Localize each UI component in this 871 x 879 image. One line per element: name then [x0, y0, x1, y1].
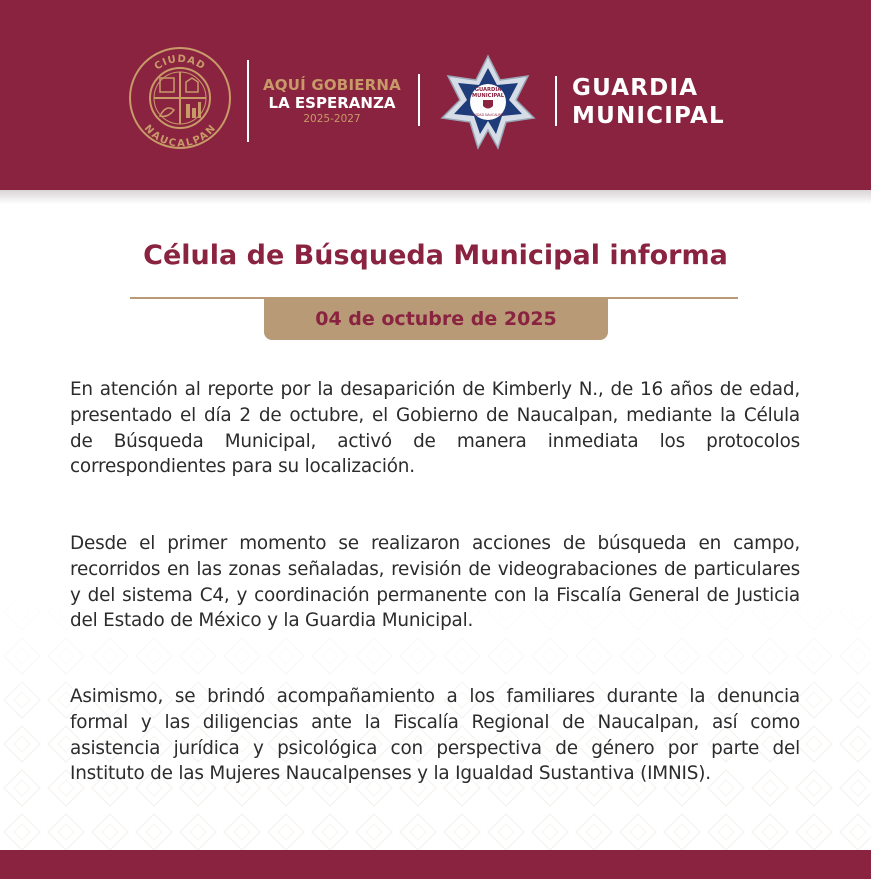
paragraph-3: Asimismo, se brindó acompañamiento a los familiares durante la denuncia formal y las diligencias ante la Fiscalía Regional de Naucalpan, así como asistencia jurídica y psicológica con perspectiva de género por parte del Instituto de las Mujeres Naucalpenses y la Igualdad Sustantiva (IMNIS).	[70, 686, 800, 785]
slogan-line-2: LA ESPERANZA	[268, 94, 396, 112]
slogan-years: 2025-2027	[303, 113, 361, 125]
seal-bottom-text: NAUCALPAN	[141, 123, 219, 150]
header-banner	[0, 0, 871, 190]
slogan-block	[258, 76, 406, 126]
date-badge: 04 de octubre de 2025	[264, 299, 608, 340]
slogan-line-1: AQUÍ GOBIERNA	[263, 76, 401, 94]
header-divider	[247, 60, 249, 142]
notice-title: Célula de Búsqueda Municipal informa	[143, 240, 728, 271]
guardia-municipal-wordmark	[572, 74, 725, 130]
header-divider	[418, 74, 420, 126]
badge-line-2: MUNICIPAL	[471, 93, 505, 99]
badge-line-1: GUARDIA	[474, 87, 502, 93]
paragraph-2: Desde el primer momento se realizaron acciones de búsqueda en campo, recorridos en las zonas señaladas, revisión de videograbaciones de particulares y del sistema C4, y coordinación permanente con la Fiscalía General de Justicia del Estado de México y la Guardia Municipal.	[70, 533, 800, 632]
paragraph-1: En atención al reporte por la desaparición de Kimberly N., de 16 años de edad, presentado el día 2 de octubre, el Gobierno de Naucalpan, mediante la Célula de Búsqueda Municipal, activó de manera inmediata los protocolos correspondientes para su localización.	[70, 379, 800, 478]
police-star-badge-icon	[440, 54, 536, 150]
guardia-line-2: MUNICIPAL	[572, 103, 725, 129]
seal-top-text: CIUDAD	[152, 53, 208, 73]
badge-bottom-text: CIUDAD NAUCALPAN	[471, 113, 505, 117]
header-shadow	[0, 190, 871, 204]
footer-bar	[0, 850, 871, 879]
svg-text:CIUDAD	[153, 54, 208, 73]
naucalpan-seal-icon	[128, 46, 232, 150]
guardia-line-1: GUARDIA	[572, 75, 699, 101]
header-divider	[555, 76, 557, 126]
